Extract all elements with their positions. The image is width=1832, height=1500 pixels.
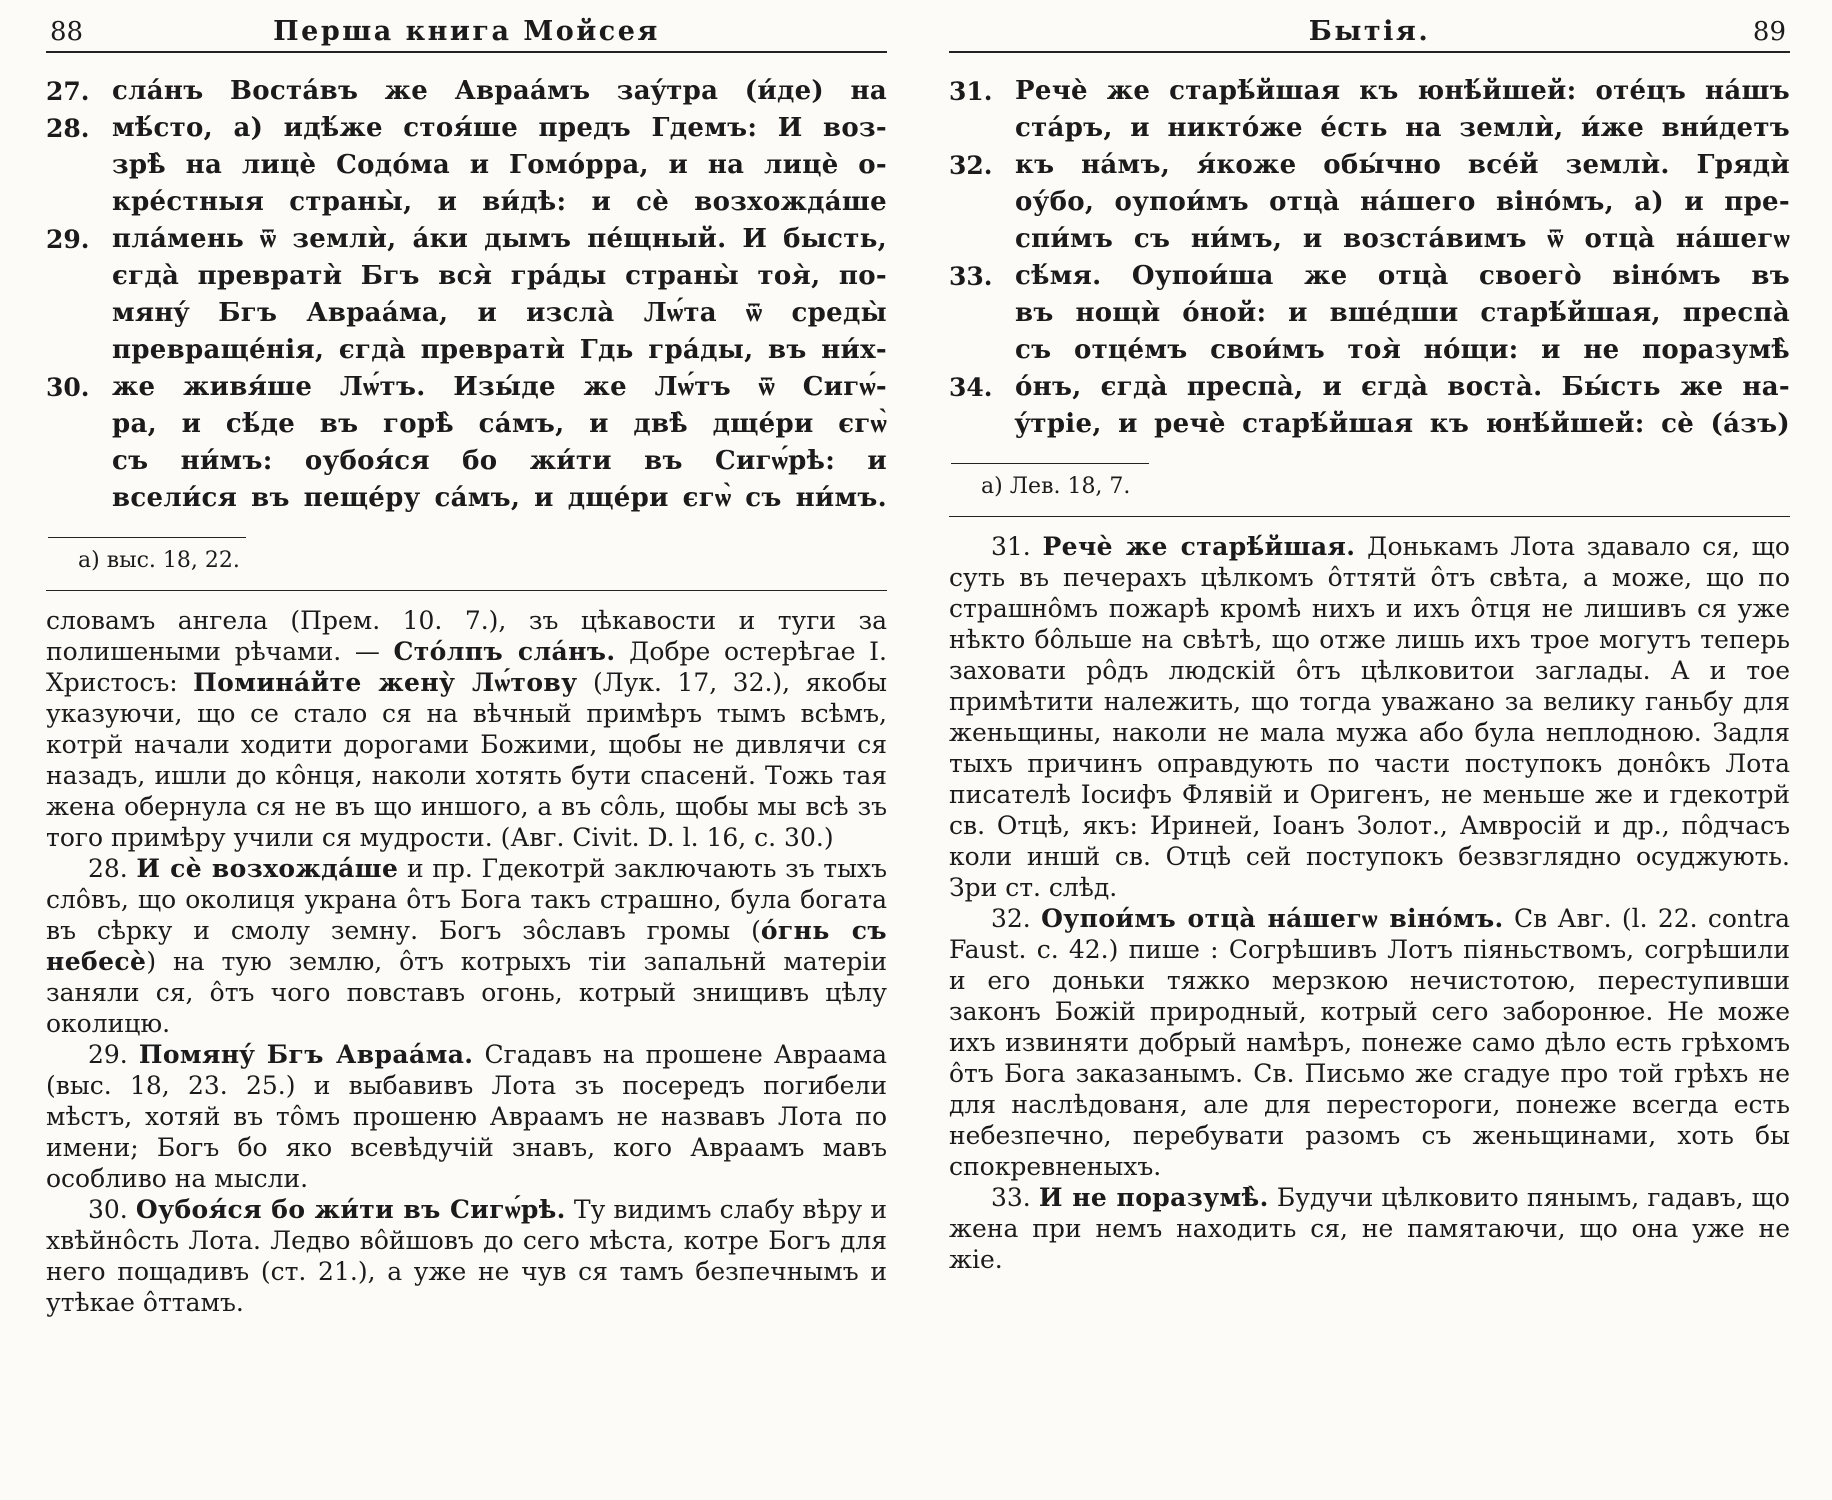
footnote-text-left: а) выс. 18, 22. [78, 548, 240, 573]
commentary-text: ) на тую землю, ôтъ котрыхъ тіи запальнй матеріи заняли ся, ôтъ чого повставъ огонь, котрый знищивъ цѣлу околицю. [46, 947, 887, 1038]
scripture-line [949, 258, 1790, 295]
section-rule [46, 590, 887, 591]
page-number-right: 89 [1752, 17, 1786, 47]
verse-number [46, 443, 112, 480]
scripture-text: къ нáмъ, я́коже обы́чно всéй землѝ. Грядѝ [1015, 150, 1790, 180]
running-head-left: Перша книга Мойсея [273, 16, 660, 47]
scripture-text: спи́мъ съ ни́мъ, и возстáвимъ ѿ отцà нáшегѡ [1015, 224, 1790, 254]
commentary-paragraph [46, 1039, 887, 1194]
running-head-right: Бытія. [1308, 16, 1431, 47]
commentary-text: 31. [991, 532, 1043, 561]
commentary-block-right [949, 531, 1790, 1275]
page-number-left: 88 [50, 17, 84, 47]
commentary-text: 30. [88, 1195, 136, 1224]
verse-number [46, 406, 112, 443]
scripture-line [949, 110, 1790, 147]
slavonic-phrase: Оупои́мъ отцà нáшегѡ вінóмъ. [1041, 904, 1504, 933]
commentary-text: Донькамъ Лота здавало ся, що суть въ печерахъ цѣлкомъ ôттятй ôтъ свѣта, а може, що по страшнôмъ пожарѣ кромѣ нихъ и ихъ ôтця не лишивъ ся уже нѣкто бôльше на свѣтѣ, що отже лишь ихъ трое могутъ теперь заховати рôдъ людскій ôтъ цѣлковитои заглады. А и тое примѣтити належить, що тогда уважано за велику ганьбу для женьщины, наколи не мала мужа або була неплодною. Задля тыхъ причинъ оправдують по части поступокъ донôкъ Лота писателѣ Іосифъ Флявій и Оригенъ, не меньше же и гдекотрй св. Отцѣ, якъ: Ириней, Іоанъ Золот., Амвросій и др., пôдчасъ коли иншй св. Отцѣ сей поступокъ безвзглядно осуджують. Зри ст. слѣд. [949, 532, 1790, 902]
scripture-line [46, 147, 887, 184]
verse-number: 30. [46, 373, 90, 402]
commentary-text: 32. [991, 904, 1042, 933]
verse-number: 34. [949, 373, 993, 402]
scripture-text: въ нощѝ óной: и вшéдши старѣ́йшая, преспà [1015, 298, 1790, 328]
scripture-line [46, 406, 887, 443]
verse-number: 27. [46, 77, 90, 106]
header-rule [949, 51, 1790, 53]
scripture-text: сѣ́мя. Оупои́ша же отцà своегò вінóмъ въ [1015, 261, 1790, 291]
scripture-text: превращéнія, єгдà превратѝ Гдь грáды, въ ни́х- [112, 335, 887, 365]
slavonic-phrase: Оубоя́ся бо жи́ти въ Сигѡ́рѣ. [135, 1195, 566, 1224]
verse-number: 33. [949, 262, 993, 291]
scripture-line [46, 480, 887, 517]
scripture-line [949, 147, 1790, 184]
scripture-text: всели́ся въ пещéру сáмъ, и дщéри єгѡ̀ съ ни́мъ. [112, 483, 887, 513]
verse-number [46, 258, 112, 295]
commentary-block-left [46, 605, 887, 1318]
scripture-line [46, 221, 887, 258]
footnote-separator [951, 463, 1149, 464]
scripture-line [46, 332, 887, 369]
slavonic-phrase: Речè же старѣ́йшая. [1042, 532, 1356, 561]
verse-number: 29. [46, 225, 90, 254]
scripture-text: стáръ, и никтóже éсть на землѝ, и́же вни́детъ [1015, 113, 1790, 143]
scripture-line [46, 184, 887, 221]
scripture-line [949, 332, 1790, 369]
commentary-paragraph [46, 853, 887, 1039]
verse-number [949, 295, 1015, 332]
commentary-text: Будучи цѣлковито пянымъ, гадавъ, що жена при немъ находить ся, не памятаючи, що она уже не жіе. [949, 1183, 1790, 1274]
scripture-text: мянý Бгъ Авраáма, и изслà Лѡ́та ѿ среды̀ [112, 298, 887, 328]
commentary-text: 28. [88, 854, 137, 883]
slavonic-phrase: И сè возхождáше [136, 854, 399, 883]
verse-number: 28. [46, 114, 90, 143]
header-rule [46, 51, 887, 53]
slavonic-phrase: óгнь съ небесè [46, 916, 887, 976]
verse-number [46, 332, 112, 369]
verse-number [46, 480, 112, 517]
scripture-text: єгдà превратѝ Бгъ вся̀ грáды страны̀ тоя̀, по- [112, 261, 887, 291]
verse-number [949, 221, 1015, 258]
scripture-text: слáнъ Востáвъ же Авраáмъ заýтра (и́де) на [112, 76, 887, 106]
verse-number [46, 295, 112, 332]
slavonic-phrase: И не поразумѣ̀. [1038, 1183, 1269, 1212]
scripture-line [46, 258, 887, 295]
commentary-paragraph [949, 1182, 1790, 1275]
commentary-text: словамъ ангела (Прем. 10. 7.), зъ цѣкавости и туги за полишеными рѣчами. — [46, 606, 887, 666]
scripture-text: съ отцéмъ свои́мъ тоя̀ нóщи: и не поразумѣ̀ [1015, 335, 1790, 365]
verse-number [949, 110, 1015, 147]
scripture-text: óнъ, єгдà преспà, и єгдà востà. Бы́сть же на- [1015, 372, 1790, 402]
scripture-line [46, 369, 887, 406]
slavonic-phrase: Поминáйте жену̀ Лѡ́тову [193, 668, 578, 697]
commentary-text: 33. [991, 1183, 1039, 1212]
commentary-paragraph [949, 531, 1790, 903]
slavonic-phrase: Стóлпъ слáнъ. [393, 637, 616, 666]
scripture-block-right [949, 73, 1790, 443]
section-rule [949, 516, 1790, 517]
verse-number [46, 147, 112, 184]
page-header-left [46, 16, 887, 47]
scripture-text: же живя́ше Лѡ́тъ. Изы́де же Лѡ́тъ ѿ Сигѡ́- [112, 372, 887, 402]
scripture-text: ýтріе, и речè старѣ́йшая къ юнѣ́йшей: сè (áзъ) [1015, 409, 1790, 439]
verse-number [46, 184, 112, 221]
scripture-text: оу́бо, оупои́мъ отцà нáшего вінóмъ, а) и пре- [1015, 187, 1790, 217]
scripture-line [949, 295, 1790, 332]
scripture-line [949, 73, 1790, 110]
scripture-line [46, 443, 887, 480]
commentary-text: Ту видимъ слабу вѣру и хвѣйнôсть Лота. Ледво вôйшовъ до сего мѣста, котре Богъ для него пощадивъ (ст. 21.), а уже не чув ся тамъ безпечнымъ и утѣкае ôттамъ. [46, 1195, 887, 1317]
commentary-text: 29. [88, 1040, 139, 1069]
verse-number [949, 406, 1015, 443]
footnote-separator [48, 537, 246, 538]
scripture-text: плáмень ѿ землѝ, áки дымъ пéщный. И бысть, [112, 224, 887, 254]
page-right [949, 16, 1790, 1500]
commentary-paragraph [46, 605, 887, 853]
commentary-text: Сгадавъ на прошене Авраама (выс. 18, 23. 25.) и выбавивъ Лота зъ посередъ погибели мѣстъ, хотяй въ тôмъ прошеню Авраамъ не назвавъ Лота по имени; Богъ бо яко всевѣдучій знавъ, кого Авраамъ мавъ особливо на мысли. [46, 1040, 887, 1193]
commentary-text: и пр. Гдекотрй заключають зъ тыхъ слôвъ, що околиця украна ôтъ Бога такъ страшно, була богата въ сѣрку и смолу земну. Богъ зôславъ громы ( [46, 854, 887, 945]
scripture-text: крéстныя страны̀, и ви́дѣ: и сè возхождáше [112, 187, 887, 217]
commentary-text: Добре остерѣгае І. Христосъ: [46, 637, 888, 697]
scripture-text: мѣ́сто, а) идѣ́же стоя́ше предъ Гдемъ: И воз- [112, 113, 887, 143]
scripture-line [949, 221, 1790, 258]
scripture-line [949, 406, 1790, 443]
scripture-line [46, 295, 887, 332]
commentary-paragraph [46, 1194, 887, 1318]
scripture-text: Речè же старѣ́йшая къ юнѣ́йшей: отéцъ нáшъ [1015, 76, 1790, 106]
page-left [46, 16, 887, 1500]
verse-number [949, 184, 1015, 221]
scripture-text: зрѣ̀ на лицè Содóма и Гомóрра, и на лицè о- [112, 150, 887, 180]
verse-number: 32. [949, 151, 993, 180]
scripture-line [46, 73, 887, 110]
slavonic-phrase: Помянý Бгъ Авраáма. [138, 1040, 474, 1069]
scripture-text: ра, и сѣ́де въ горѣ̀ сáмъ, и двѣ̀ дщéри єгѡ̀ [112, 409, 887, 439]
footnote-text-right: а) Лев. 18, 7. [981, 474, 1131, 499]
scripture-line [949, 369, 1790, 406]
scripture-text: съ ни́мъ: оубоя́ся бо жи́ти въ Сигѡ́рѣ: и [112, 446, 887, 476]
commentary-paragraph [949, 903, 1790, 1182]
scripture-line [949, 184, 1790, 221]
scripture-line [46, 110, 887, 147]
scripture-block-left [46, 73, 887, 517]
verse-number [949, 332, 1015, 369]
page-header-right [949, 16, 1790, 47]
commentary-text: Св Авг. (l. 22. contra Faust. c. 42.) пише : Согрѣшивъ Лотъ піяньствомъ, согрѣшили и его доньки тяжко мерзкою нечистотою, переступивши законъ Божій природный, котрый сего заборонюе. Не може ихъ извиняти добрый намѣръ, понеже само дѣло есть грѣхомъ ôтъ Бога заказанымъ. Св. Письмо же сгадуе про той грѣхъ не для наслѣдованя, але для перестороги, понеже всегда есть небезпечно, перебувати разомъ съ женьщинами, хоть бы спокревненыхъ. [949, 904, 1790, 1181]
commentary-text: (Лук. 17, 32.), якобы указуючи, що се стало ся на вѣчный примѣръ тымъ всѣмъ, котрй начали ходити дорогами Божими, щобы не дивлячи ся назадъ, ишли до кôнця, наколи хотять бути спасенй. Тожь тая жена обернула ся не въ що иншого, а въ сôль, щобы мы всѣ зъ того примѣру учили ся мудрости. (Авг. Civit. D. l. 16, с. 30.) [46, 668, 887, 852]
verse-number: 31. [949, 77, 993, 106]
